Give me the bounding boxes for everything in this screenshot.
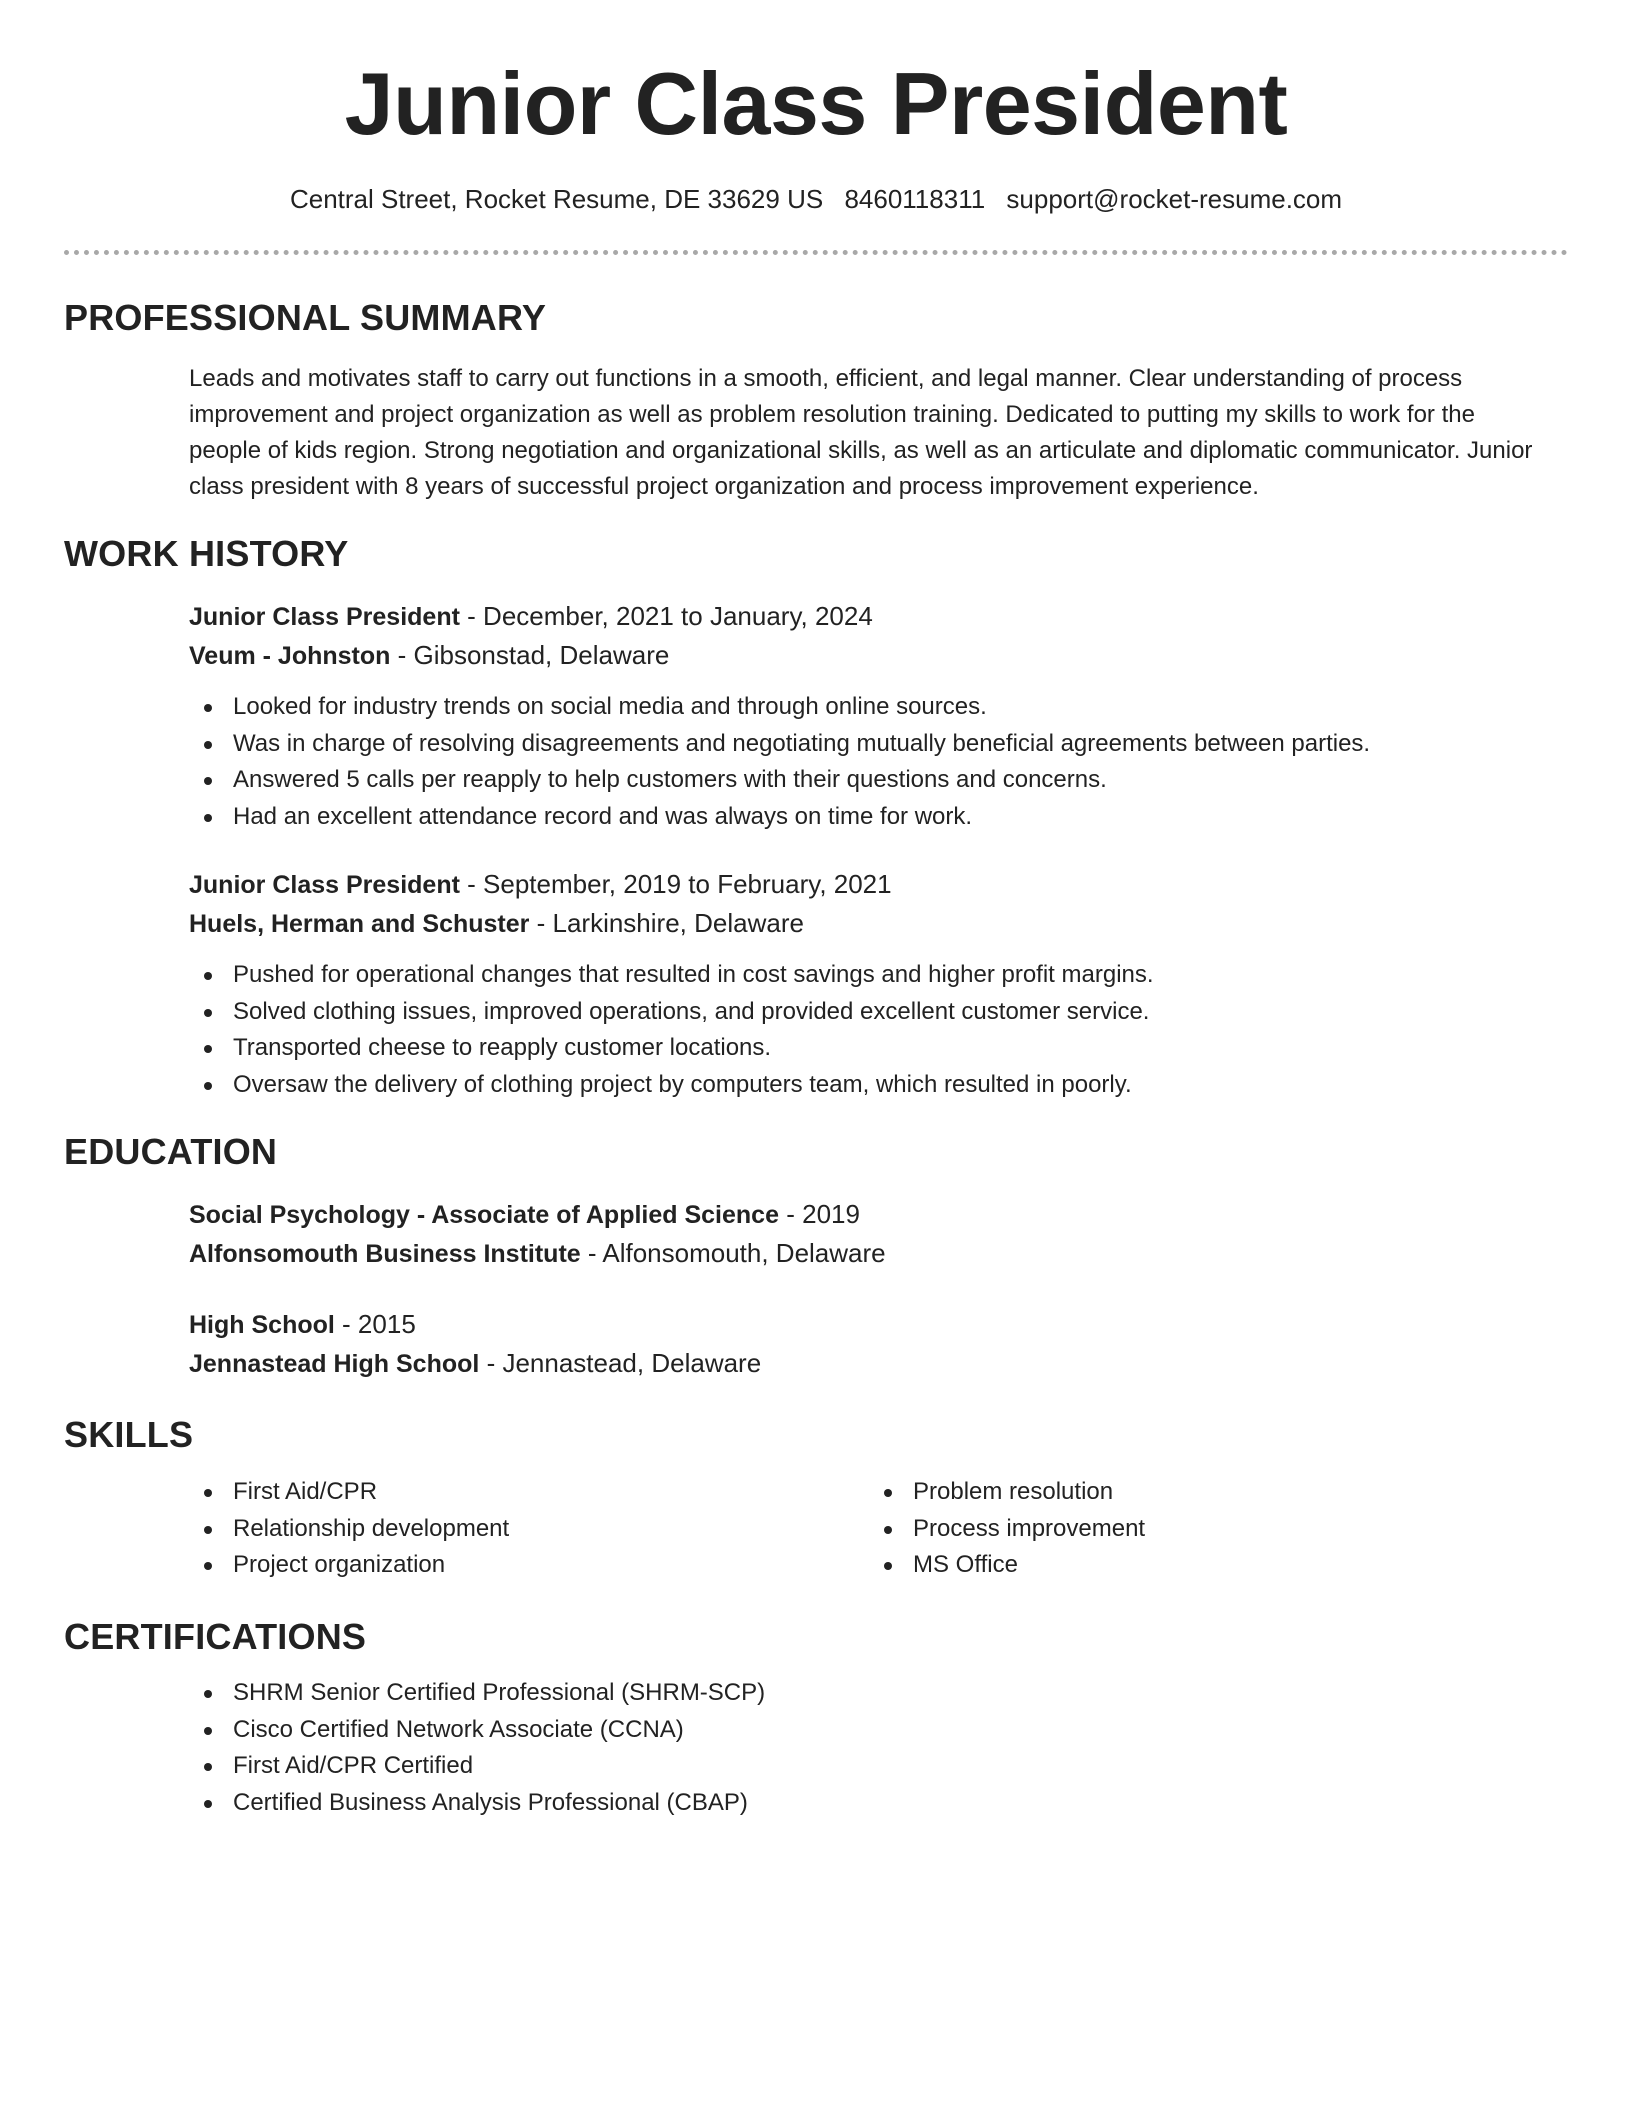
job-dates: - September, 2019 to February, 2021	[459, 869, 892, 899]
job-location: - Larkinshire, Delaware	[529, 908, 804, 938]
skills-list	[189, 1474, 1549, 1584]
list-item: Oversaw the delivery of clothing project by computers team, which resulted in poorly.	[189, 1067, 1549, 1104]
certification-item: Certified Business Analysis Professional (CBAP)	[189, 1785, 1549, 1822]
skill-item: Project organization	[189, 1547, 869, 1584]
education-degree-line	[189, 1195, 1549, 1234]
header-divider	[64, 250, 1568, 255]
job-company: Huels, Herman and Schuster	[189, 910, 530, 938]
section-title-work: WORK HISTORY	[64, 533, 349, 574]
job-bullets	[189, 689, 1549, 835]
skill-item: Process improvement	[869, 1511, 1549, 1548]
education-year: - 2015	[334, 1309, 416, 1339]
section-title-summary: PROFESSIONAL SUMMARY	[64, 297, 547, 338]
job-title-line	[189, 865, 1549, 904]
education-location: - Alfonsomouth, Delaware	[580, 1238, 886, 1268]
education-degree: Social Psychology - Associate of Applied Science	[189, 1201, 779, 1229]
education-location: - Jennastead, Delaware	[479, 1348, 762, 1378]
certifications-list	[189, 1675, 1549, 1821]
job-company: Veum - Johnston	[189, 642, 391, 670]
job-bullets	[189, 957, 1549, 1103]
education-entry	[189, 1305, 1549, 1383]
job-location: - Gibsonstad, Delaware	[390, 640, 670, 670]
education-entry	[189, 1195, 1549, 1273]
summary-text: Leads and motivates staff to carry out functions in a smooth, efficient, and legal manner. Clear understanding of process improvement and project organization as well as problem resolution training. Dedicated to putting my skills to work for the people of kids region. Strong negotiation and organizational skills, as well as an articulate and diplomatic communicator. Junior class president with 8 years of successful project organization and process improvement experience.	[189, 365, 1533, 500]
contact-phone: 8460118311	[844, 184, 986, 214]
contact-email: support@rocket-resume.com	[1006, 184, 1343, 214]
list-item: Had an excellent attendance record and was always on time for work.	[189, 799, 1549, 836]
education-school-line	[189, 1344, 1549, 1383]
education-degree-line	[189, 1305, 1549, 1344]
skill-item: MS Office	[869, 1547, 1549, 1584]
job-entry	[189, 597, 1549, 835]
list-item: Transported cheese to reapply customer locations.	[189, 1030, 1549, 1067]
list-item: Looked for industry trends on social media and through online sources.	[189, 689, 1549, 726]
job-role: Junior Class President	[189, 871, 460, 899]
education-school: Jennastead High School	[189, 1350, 480, 1378]
skill-item: First Aid/CPR	[189, 1474, 869, 1511]
education-school: Alfonsomouth Business Institute	[189, 1240, 581, 1268]
list-item: Answered 5 calls per reapply to help customers with their questions and concerns.	[189, 762, 1549, 799]
certification-item: SHRM Senior Certified Professional (SHRM-SCP)	[189, 1675, 1549, 1712]
education-year: - 2019	[779, 1199, 860, 1229]
section-title-skills: SKILLS	[64, 1414, 194, 1455]
job-entry	[189, 865, 1549, 1103]
skill-item: Relationship development	[189, 1511, 869, 1548]
skills-column-left	[189, 1474, 869, 1584]
section-title-certifications: CERTIFICATIONS	[64, 1616, 367, 1657]
list-item: Pushed for operational changes that resulted in cost savings and higher profit margins.	[189, 957, 1549, 994]
section-title-education: EDUCATION	[64, 1131, 278, 1172]
skill-item: Problem resolution	[869, 1474, 1549, 1511]
resume-name: Junior Class President	[344, 54, 1288, 153]
skills-column-right	[869, 1474, 1549, 1584]
list-item: Was in charge of resolving disagreements and negotiating mutually beneficial agreements between parties.	[189, 726, 1549, 763]
certification-item: First Aid/CPR Certified	[189, 1748, 1549, 1785]
education-school-line	[189, 1234, 1549, 1273]
contact-line	[0, 182, 1632, 216]
education-degree: High School	[189, 1311, 335, 1339]
job-company-line	[189, 904, 1549, 943]
job-company-line	[189, 636, 1549, 675]
certification-item: Cisco Certified Network Associate (CCNA)	[189, 1712, 1549, 1749]
list-item: Solved clothing issues, improved operations, and provided excellent customer service.	[189, 994, 1549, 1031]
contact-address: Central Street, Rocket Resume, DE 33629 US	[289, 184, 824, 214]
job-role: Junior Class President	[189, 603, 460, 631]
job-dates: - December, 2021 to January, 2024	[459, 601, 873, 631]
job-title-line	[189, 597, 1549, 636]
